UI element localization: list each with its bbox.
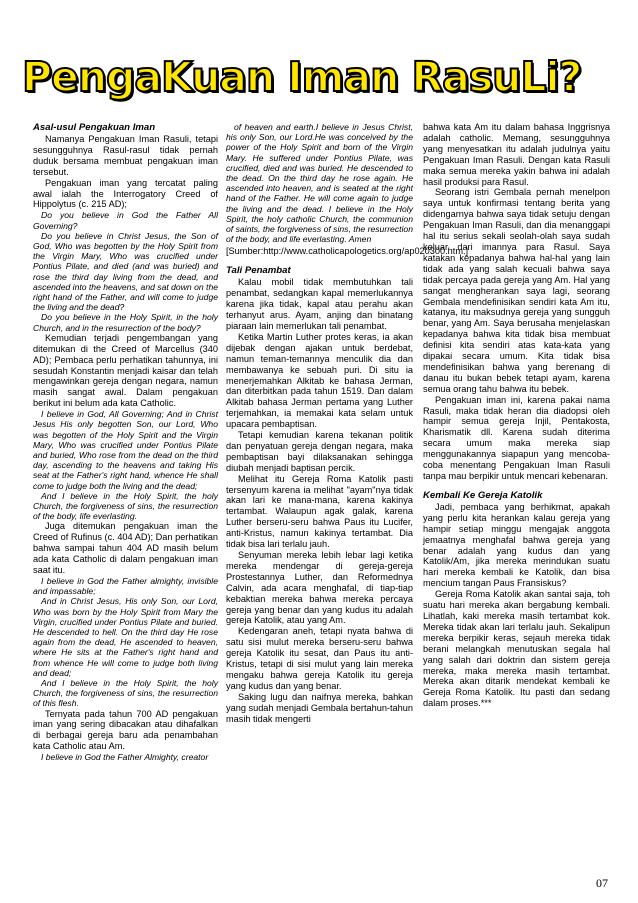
column-3 [423,122,610,709]
paragraph: Namanya Pengakuan Iman Rasuli, tetapi sesungguhnya Rasul-rasul tidak pernah duduk bersama membuat pengakuan iman tersebut. [33,134,218,177]
creed-quote: Do you believe in the Holy Spirit, in the holy Church, and in the resurrection of the body? [33,312,218,333]
creed-quote: Do you believe in Christ Jesus, the Son of God, Who was begotten by the Holy Spirit from the Virgin Mary, Who was crucified under Pontius Pilate, and died (and was buried) and rose the third day living from the dead, and ascended into the heavens, and sat down on the right hand of the Father, and will come to judge the living and the dead? [33,230,218,313]
creed-quote: of heaven and earth.I believe in Jesus Christ, his only Son, our Lord.He was conceived by the power of the Holy Spirit and born of the Virgin Mary. He suffered under Pontius Pilate, was crucified, died and was buried. He descended to the dead. On the third day he rose again. He ascended into heaven, and is seated at the right hand of the Father. He will come again to judge the living and the dead. I believe in the Holy Spirit, the holy catholic Church, the communion of saints, the forgiveness of sins, the resurrection of the body, and life everlasting. Amen [226,122,413,245]
page-number: 07 [596,876,608,890]
paragraph: Melihat itu Gereja Roma Katolik pasti tersenyum karena ia melihat "ayam"nya tidak akan lari ke mana-mana, karena kakinya tertambat. Walaupun agak galak, karena Luther berseru-seru bahwa Paus itu Lucifer, anti-Kristus, namun kakinya tertambat. Dia tidak bisa lari terlalu jauh. [226,473,413,550]
source-link[interactable]: [Sumber:http://www.catholicapologetics.org/ap020300.htm.] [226,246,469,257]
paragraph: Kemudian terjadi pengembangan yang ditemukan di the Creed of Marcellus (340 AD); Pembaca perlu perhatikan tahunnya, ini sesudah Konstantin menjadi kaisar dan telah mengawinkan gereja dengan negara, namun masih sangat awal. Dalam pengakuan berikut ini belum ada kata Catholic. [33,332,218,409]
paragraph: Kalau mobil tidak membutuhkan tali penambat, sedangkan kapal memerlukannya karena jika tidak, kapal atau perahu akan terhanyut arus. Ayam, anjing dan binatang piaraan lain memerlukan tali penambat. [226,277,413,331]
creed-quote: I believe in God, All Governing; And in Christ Jesus His only begotten Son, our Lord, Who was begotten of the Holy Spirit and the Virgin Mary, Who was crucified under Pontius Pilate and buried, Who rose from the dead on the third day, ascending to the heavens and taking His seat at the Father's right hand, whence He shall come to judge both the living and the dead; [33,409,218,491]
section-heading-return: Kembali Ke Gereja Katolik [423,489,543,501]
column-1 [33,122,218,762]
paragraph: Seorang istri Gembala pernah menelpon saya untuk konfirmasi tentang berita yang didengarnya bahwa saya tidak setuju dengan Pengakuan Iman Rasuli, dan dia menanggapi hal itu serius sekali seolah-olah saya sudah keluar dari imannya para Rasul. Saya katakan kepadanya bahwa hal-hal yang lain tidak ada yang salah kecuali bahwa saya tidak percaya pada gereja yang Am. Hal yang sangat mengherankan saya lagi, seorang Gembala mendefinisikan sendiri kata Am itu, katanya, itu maksudnya gereja yang sungguh benar, yang Am. Saya berusaha menjelaskan kepadanya bahwa kita tidak bisa membuat definisi kita sendiri atas kata-kata yang dipakai secara umum. Kita tidak bisa mendefinisikan bahwa yang berenang di danau itu bukan bebek tetapi ayam, karena semua orang tahu bahwa itu bebek. [423,187,610,394]
creed-quote: And I believe in the Holy Spirit, the holy Church, the forgiveness of sins, the resurrection of the body, life everlasting. [33,490,218,522]
paragraph: Jadi, pembaca yang berhikmat, apakah yang perlu kita herankan kalau gereja yang hampir setiap minggu mengajak anggota jemaatnya menghafal bahwa gereja yang benar adalah yang kudus dan yang Katolik/Am, jika mereka merindukan suatu hari mereka kembali ke Katolik, dan bisa mencium tangan Paus Fransiskus? [423,501,610,589]
creed-quote: Do you believe in God the Father All Governing? [33,210,218,231]
section-heading-origin: Asal-usul Pengakuan Iman [33,122,156,133]
section-heading-tether: Tali Penambat [226,265,291,277]
paragraph: Ternyata pada tahun 700 AD pengakuan iman yang sering dibacakan atau dihafalkan di berbagai gereja baru ada penambahan kata Catholic atau Am. [33,708,218,752]
creed-quote: And in Christ Jesus, His only Son, our Lord, Who was born by the Holy Spirit from Mary the Virgin, crucified under Pontius Pilate and buried. He descended to hell. On the third day He rose again from the dead, He ascended to heaven, where He sits at the Father's right hand and from whence He will come to judge both living and dead; [33,596,218,678]
paragraph: Senyuman mereka lebih lebar lagi ketika mereka mendengar di gereja-gereja Prostestannya Luther, dan Reformednya Calvin, ada acara menghafal, di tiap-tiap kebaktian mereka bahwa mereka percaya gereja yang benar dan yang kudus itu adalah gereja Katolik, atau yang Am. [226,550,413,626]
creed-quote: And I believe in the Holy Spirit, the holy Church, the forgiveness of sins, the resurrection of this flesh. [33,677,218,709]
paragraph: bahwa kata Am itu dalam bahasa Inggrisnya adalah catholic. Memang, sesungguhnya yang menyesatkan itu adalah judulnya yaitu Pengakuan Iman Rasuli. Dengan kata Rasuli maka semua mereka yakin bahwa ini adalah hasil produksi para Rasul. [423,122,610,187]
paragraph: Kedengaran aneh, tetapi nyata bahwa di satu sisi mulut mereka berseru-seru bahwa gereja Katolik itu sesat, dan Paus itu anti-Kristus, tetapi di sisi mulut yang lain mereka mengaku bahwa gereja Katolik itu gereja yang kudus dan yang benar. [226,626,413,691]
column-2 [226,122,469,725]
paragraph: Gereja Roma Katolik akan santai saja, toh suatu hari mereka akan bergabung kembali. Lihatlah, kaki mereka masih tertambat kok. Mereka tidak akan lari terlalu jauh. Sekalipun mereka berpikir keras, sejauh mereka tidak berani melangkah menutuskan segala hal yang salah dari doktrin dan sistem gereja mereka, maka mereka masih tertambat. Mereka akan ditarik mendekat kembali ke Gereja Roma Katolik. Itu pasti dan sedang dalam proses.*** [423,589,610,709]
paragraph: Pengakuan iman yang tercatat paling awal ialah the Interrogatory Creed of Hippolytus (c. 215 AD); [33,177,218,210]
paragraph: Saking lugu dan naifnya mereka, bahkan yang sudah menjadi Gembala bertahun-tahun masih tidak mengerti [226,691,413,724]
paragraph: Juga ditemukan pengakuan iman the Creed of Rufinus (c. 404 AD); Dan perhatikan bahwa sampai tahun 404 AD masih belum ada kata Catholic di dalam pengakuan iman saat itu. [33,521,218,575]
creed-quote: I believe in God the Father almighty, invisible and impassable; [33,575,218,597]
paragraph: Pengakuan iman ini, karena pakai nama Rasuli, maka tidak heran dia diadopsi oleh hampir semua gereja Injil, Pentakosta, Kharismatik dll. Karena sudah diterima secara umum maka mereka siap menggunakannya siapapun yang mencoba-coba menentang Pengakuan Iman Rasuli tanpa mau berpikir untuk mencari kebenaran. [423,394,610,481]
creed-quote: I believe in God the Father Almighty, creator [41,752,209,763]
page-title: PengaKuan Iman RasuLi? [22,53,582,101]
paragraph: Tetapi kemudian karena tekanan politik dan penyatuan gereja dengan negara, maka pembaptisan bayi dilaksanakan sehingga diubah menjadi baptisan percik. [226,430,413,473]
paragraph: Ketika Martin Luther protes keras, ia akan dijebak dengan ajakan untuk berdebat, namun teman-temannya menculik dia dan membawanya ke sebuah puri. Di situ ia menerjemahkan Alkitab ke bahasa Jerman, dan diterbitkan pada tahun 1519. Dan dalam Alkitab bahasa Jerman pertama yang Luther terjemahkan, ia memakai kata selam untuk upacara pembaptisan. [226,331,413,430]
